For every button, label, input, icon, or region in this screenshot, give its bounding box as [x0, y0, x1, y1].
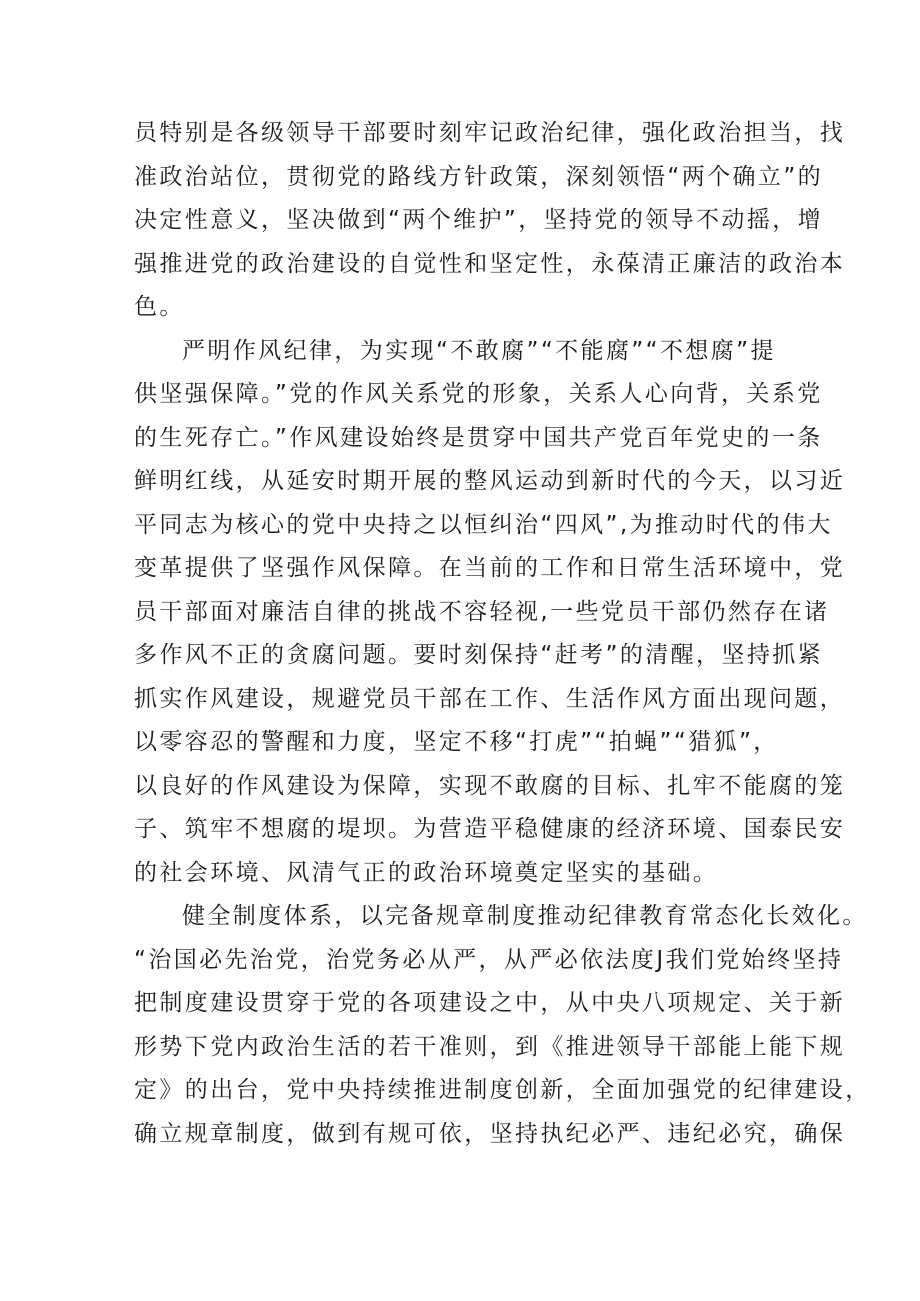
text-line: 鲜明红线，从延安时期开展的整风运动到新时代的今天，以习近: [134, 468, 846, 494]
text-line: 子、筑牢不想腐的堤坝。为营造平稳健康的经济环境、国泰民安: [134, 816, 846, 842]
text-line: 以良好的作风建设为保障，实现不敢腐的目标、扎牢不能腐的笼: [134, 772, 846, 799]
text-line: 准政治站位，贯彻党的路线方针政策，深刻领悟“两个确立”的: [134, 163, 824, 190]
text-line: 供坚强保障。”党的作风关系党的形象，关系人心向背，关系党: [134, 381, 823, 407]
text-line: 平同志为核心的党中央持之以恒纠治“四风”,为推动时代的伟大: [134, 511, 833, 538]
text-line: 形势下党内政治生活的若干准则，到《推进领导干部能上能下规: [134, 1033, 846, 1060]
text-line: 以零容忍的警醒和力度，坚定不移“打虎”“拍蝇”“猎狐”，: [134, 729, 779, 755]
text-line: 抓实作风建设，规避党员干部在工作、生活作风方面出现问题，: [134, 685, 846, 712]
text-line: 的生死存亡。”作风建设始终是贯穿中国共产党百年党史的一条: [134, 424, 823, 451]
text-line: 员干部面对廉洁自律的挑战不容轻视,一些党员干部仍然存在诸: [134, 598, 830, 625]
text-line: “治国必先治党，治党务必从严，从严必依法度J我们党始终坚持: [134, 946, 844, 973]
text-line: 把制度建设贯穿于党的各项建设之中，从中央八项规定、关于新: [134, 990, 846, 1016]
text-line: 员特别是各级领导干部要时刻牢记政治纪律，强化政治担当，找: [134, 120, 846, 146]
text-line: 定》的出台，党中央持续推进制度创新，全面加强党的纪律建设，: [134, 1077, 871, 1103]
text-line: 确立规章制度，做到有规可依，坚持执纪必严、违纪必究，确保: [134, 1120, 846, 1147]
text-line: 强推进党的政治建设的自觉性和坚定性，永葆清正廉洁的政治本: [134, 250, 846, 277]
document-body: [134, 112, 871, 1156]
paragraph-first-line: 严明作风纪律，为实现“不敢腐”“不能腐”“不想腐”提: [182, 337, 776, 364]
text-line: 多作风不正的贪腐问题。要时刻保持“赶考”的清醒，坚持抓紧: [134, 642, 824, 668]
text-line: 的社会环境、风清气正的政治环境奠定坚实的基础。: [134, 859, 719, 886]
text-line: 色。: [134, 294, 185, 320]
text-line: 变革提供了坚强作风保障。在当前的工作和日常生活环境中，党: [134, 555, 846, 581]
paragraph-first-line: 健全制度体系，以完备规章制度推动纪律教育常态化长效化。: [182, 903, 868, 929]
text-line: 决定性意义，坚决做到“两个维护”，坚持党的领导不动摇，增: [134, 207, 824, 233]
